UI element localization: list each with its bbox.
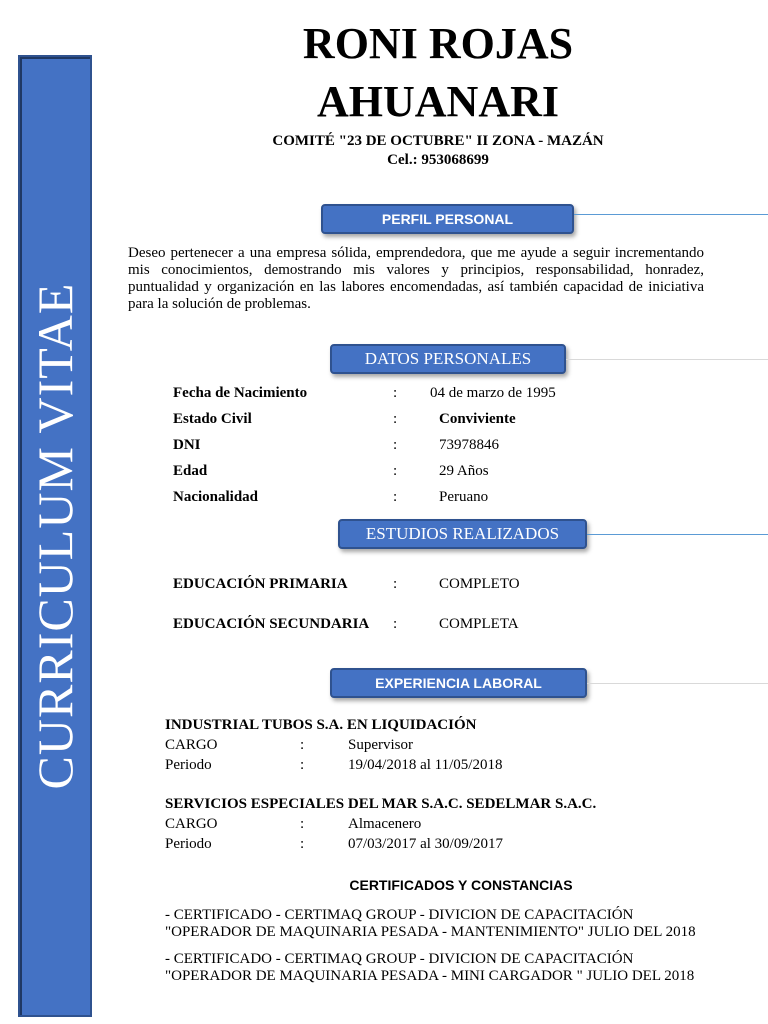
side-banner-title: CURRICULUM VITAE <box>27 282 83 790</box>
job-periodo-label: Periodo <box>165 757 212 773</box>
section-line <box>566 359 768 360</box>
personal-value: 73978846 <box>439 437 499 453</box>
personal-value: 29 Años <box>439 463 489 479</box>
personal-sep: : <box>393 489 398 505</box>
certificates-title: CERTIFICADOS Y CONSTANCIAS <box>349 877 573 893</box>
section-line <box>587 683 768 684</box>
study-label: EDUCACIÓN PRIMARIA <box>173 576 348 592</box>
profile-text: Deseo pertenecer a una empresa sólida, emprendedora, que me ayude a seguir incrementando mis conocimientos, demostrando mis valores y principios, responsabilidad, honradez, puntualidad y organización en las labores encomendadas, así también capacidad de iniciativa para la solución de problemas. <box>128 245 704 312</box>
section-header-perfil <box>321 204 574 234</box>
personal-value: 04 de marzo de 1995 <box>430 385 556 401</box>
job-periodo: 07/03/2017 al 30/09/2017 <box>348 836 503 852</box>
certificate-line: - CERTIFICADO - CERTIMAQ GROUP - DIVICION DE CAPACITACIÓN <box>165 951 634 967</box>
personal-label: Edad <box>173 463 208 479</box>
address: COMITÉ "23 DE OCTUBRE" II ZONA - MAZÁN <box>272 133 604 149</box>
section-line <box>574 214 768 215</box>
personal-label: DNI <box>173 437 201 453</box>
section-header-estudios <box>338 519 587 549</box>
job-periodo: 19/04/2018 al 11/05/2018 <box>348 757 503 773</box>
job-sep: : <box>300 816 305 832</box>
job-company: SERVICIOS ESPECIALES DEL MAR S.A.C. SEDELMAR S.A.C. <box>165 796 597 812</box>
study-sep: : <box>393 576 398 592</box>
section-title: PERFIL PERSONAL <box>381 211 514 227</box>
study-value: COMPLETO <box>439 576 520 592</box>
personal-label: Estado Civil <box>173 411 252 427</box>
section-header-experiencia <box>330 668 587 698</box>
job-sep: : <box>300 757 305 773</box>
study-sep: : <box>393 616 398 632</box>
section-title: EXPERIENCIA LABORAL <box>375 675 542 691</box>
job-cargo-label: CARGO <box>165 737 218 753</box>
phone: Cel.: 953068699 <box>387 152 489 168</box>
personal-label: Nacionalidad <box>173 489 259 505</box>
personal-label: Fecha de Nacimiento <box>173 385 308 401</box>
section-title: ESTUDIOS REALIZADOS <box>365 524 560 543</box>
personal-value: Peruano <box>439 489 489 505</box>
personal-sep: : <box>393 437 398 453</box>
personal-value: Conviviente <box>439 411 516 427</box>
side-banner <box>18 55 92 1017</box>
name-line-2: AHUANARI <box>317 77 559 126</box>
section-title: DATOS PERSONALES <box>364 349 532 368</box>
job-sep: : <box>300 836 305 852</box>
job-sep: : <box>300 737 305 753</box>
study-label: EDUCACIÓN SECUNDARIA <box>173 616 370 632</box>
personal-sep: : <box>393 463 398 479</box>
job-cargo: Supervisor <box>348 737 413 753</box>
section-header-datos <box>330 344 566 374</box>
personal-sep: : <box>393 385 398 401</box>
name-line-1: RONI ROJAS <box>302 19 574 68</box>
study-value: COMPLETA <box>439 616 519 632</box>
job-cargo-label: CARGO <box>165 816 218 832</box>
certificate-line: "OPERADOR DE MAQUINARIA PESADA - MINI CARGADOR " JULIO DEL 2018 <box>165 968 695 984</box>
job-company: INDUSTRIAL TUBOS S.A. EN LIQUIDACIÓN <box>165 717 477 733</box>
job-periodo-label: Periodo <box>165 836 212 852</box>
certificate-line: "OPERADOR DE MAQUINARIA PESADA - MANTENIMIENTO" JULIO DEL 2018 <box>165 924 696 940</box>
certificate-line: - CERTIFICADO - CERTIMAQ GROUP - DIVICION DE CAPACITACIÓN <box>165 907 634 923</box>
section-line <box>587 534 768 535</box>
personal-sep: : <box>393 411 398 427</box>
job-cargo: Almacenero <box>348 816 422 832</box>
